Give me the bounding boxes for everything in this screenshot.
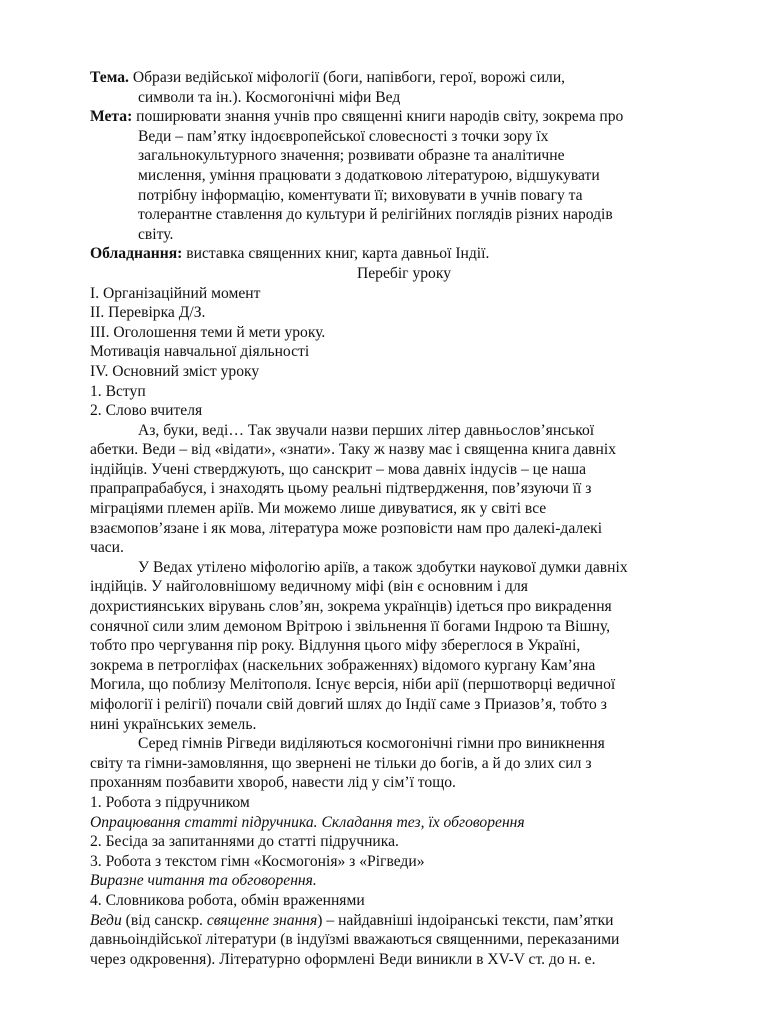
equipment-text: виставка священних книг, карта давньої Індії. bbox=[182, 245, 490, 263]
text-line: проханням позбавити хвороб, навести лід у сім’ї тощо. bbox=[90, 774, 456, 792]
text-line: Аз, буки, веді… Так звучали назви перших літер давньослов’янської bbox=[138, 421, 595, 439]
definition-line-2: давньоіндійської літератури (в індуїзмі вважаються священними, переказаними bbox=[90, 931, 620, 949]
task-hymn-note: Виразне читання та обговорення. bbox=[90, 872, 317, 890]
text-line: тобто про чергування пір року. Відлуння цього міфу збереглося в Україні, bbox=[90, 637, 581, 655]
text-line: взаємопов’язане і як мова, література може розповісти нам про далекі-далекі bbox=[90, 519, 603, 537]
plan-item: ІІ. Перевірка Д/З. bbox=[90, 304, 206, 322]
task-hymn-text: 3. Робота з текстом гімн «Космогонія» з «Рігведи» bbox=[90, 852, 425, 870]
plan-item: 1. Вступ bbox=[90, 382, 146, 400]
goal-line: Веди – пам’ятку індоєвропейської словесності з точки зору їх bbox=[138, 127, 549, 145]
definition-line bbox=[90, 911, 718, 931]
goal-line: толерантне ставлення до культури й релігійних поглядів різних народів bbox=[138, 206, 613, 224]
text-line: прапрапрабабуся, і знаходять цьому реальні підтвердження, пов’язуючи її з bbox=[90, 480, 592, 498]
task-vocabulary: 4. Словникова робота, обмін враженнями bbox=[90, 891, 365, 909]
text-line: світу та гімни-замовляння, що звернені не тільки до богів, а й до злих сил з bbox=[90, 754, 592, 772]
text-line: сонячної сили злим демоном Врітрою і звільнення її богами Індрою та Вішну, bbox=[90, 617, 610, 635]
text-line: У Ведах утілено міфологію аріїв, а також здобутки наукової думки давніх bbox=[138, 558, 628, 576]
goal-line: потрібну інформацію, коментувати її; виховувати в учнів повагу та bbox=[138, 186, 583, 204]
definition-open: (від санскр. bbox=[121, 911, 207, 929]
theme-label: Тема. bbox=[90, 69, 129, 86]
paragraph-intro bbox=[90, 421, 718, 558]
definition-term: Веди bbox=[90, 911, 122, 929]
definition-line-3: через одкровення). Літературно оформлені Веди виникли в XV-V ст. до н. е. bbox=[90, 950, 596, 968]
definition-rest: ) – найдавніші індоіранські тексти, пам’ятки bbox=[317, 911, 614, 929]
equipment-label: Обладнання: bbox=[90, 245, 183, 263]
task-textbook-note: Опрацювання статті підручника. Складання тез, їх обговорення bbox=[90, 813, 525, 831]
goal-label: Мета: bbox=[90, 108, 133, 126]
text-line: зокрема в петрогліфах (наскельних зображеннях) відомого кургану Кам’яна bbox=[90, 656, 596, 674]
text-line: індійців. У найголовнішому ведичному міфі (він є основним і для bbox=[90, 578, 528, 596]
paragraph-hymns bbox=[90, 734, 718, 793]
text-line: Могила, що поблизу Мелітополя. Існує версія, ніби арії (першотворці ведичної bbox=[90, 676, 616, 694]
goal-line: мислення, уміння працювати з додатковою літературою, відшукувати bbox=[138, 166, 600, 184]
plan-item: ІV. Основний зміст уроку bbox=[90, 362, 260, 380]
goal-line bbox=[90, 107, 718, 127]
text-line: Серед гімнів Рігведи виділяються космогонічні гімни про виникнення bbox=[138, 735, 605, 753]
lesson-heading: Перебіг уроку bbox=[356, 264, 451, 282]
paragraph-vedas bbox=[90, 558, 718, 734]
equipment-line bbox=[90, 244, 718, 264]
goal-line: світу. bbox=[138, 225, 174, 243]
task-textbook: 1. Робота з підручником bbox=[90, 793, 250, 811]
plan-item: І. Організаційний момент bbox=[90, 284, 261, 302]
goal-line: загальнокультурного значення; розвивати образне та аналітичне bbox=[138, 147, 565, 165]
definition-meaning: священне знання bbox=[206, 911, 318, 929]
text-line: абетки. Веди – від «відати», «знати». Таку ж назву має і священна книга давніх bbox=[90, 441, 616, 459]
text-line: міграціями племен аріїв. Ми можемо лише дивуватися, як у світі все bbox=[90, 500, 547, 518]
text-line: індійців. Учені стверджують, що санскрит – мова давніх індусів – це наша bbox=[90, 460, 587, 478]
task-discussion: 2. Бесіда за запитаннями до статті підручника. bbox=[90, 833, 399, 851]
goal-text: поширювати знання учнів про священні книги народів світу, зокрема про bbox=[132, 108, 624, 126]
theme-line bbox=[90, 68, 718, 88]
text-line: часи. bbox=[90, 539, 124, 557]
theme-text: Образи ведійської міфології (боги, напівбоги, герої, ворожі сили, bbox=[128, 69, 566, 86]
plan-item: Мотивація навчальної діяльності bbox=[90, 343, 310, 361]
plan-item: ІІІ. Оголошення теми й мети уроку. bbox=[90, 323, 326, 341]
text-line: міфології і релігії) почали свій довгий шлях до Індії саме з Приазов’я, тобто з bbox=[90, 696, 607, 713]
text-line: нині українських земель. bbox=[90, 715, 257, 733]
plan-item: 2. Слово вчителя bbox=[90, 402, 203, 420]
theme-line-2: символи та ін.). Космогонічні міфи Вед bbox=[138, 88, 401, 106]
text-line: дохристиянських вірувань слов’ян, зокрема українців) ідеться про викрадення bbox=[90, 598, 612, 616]
